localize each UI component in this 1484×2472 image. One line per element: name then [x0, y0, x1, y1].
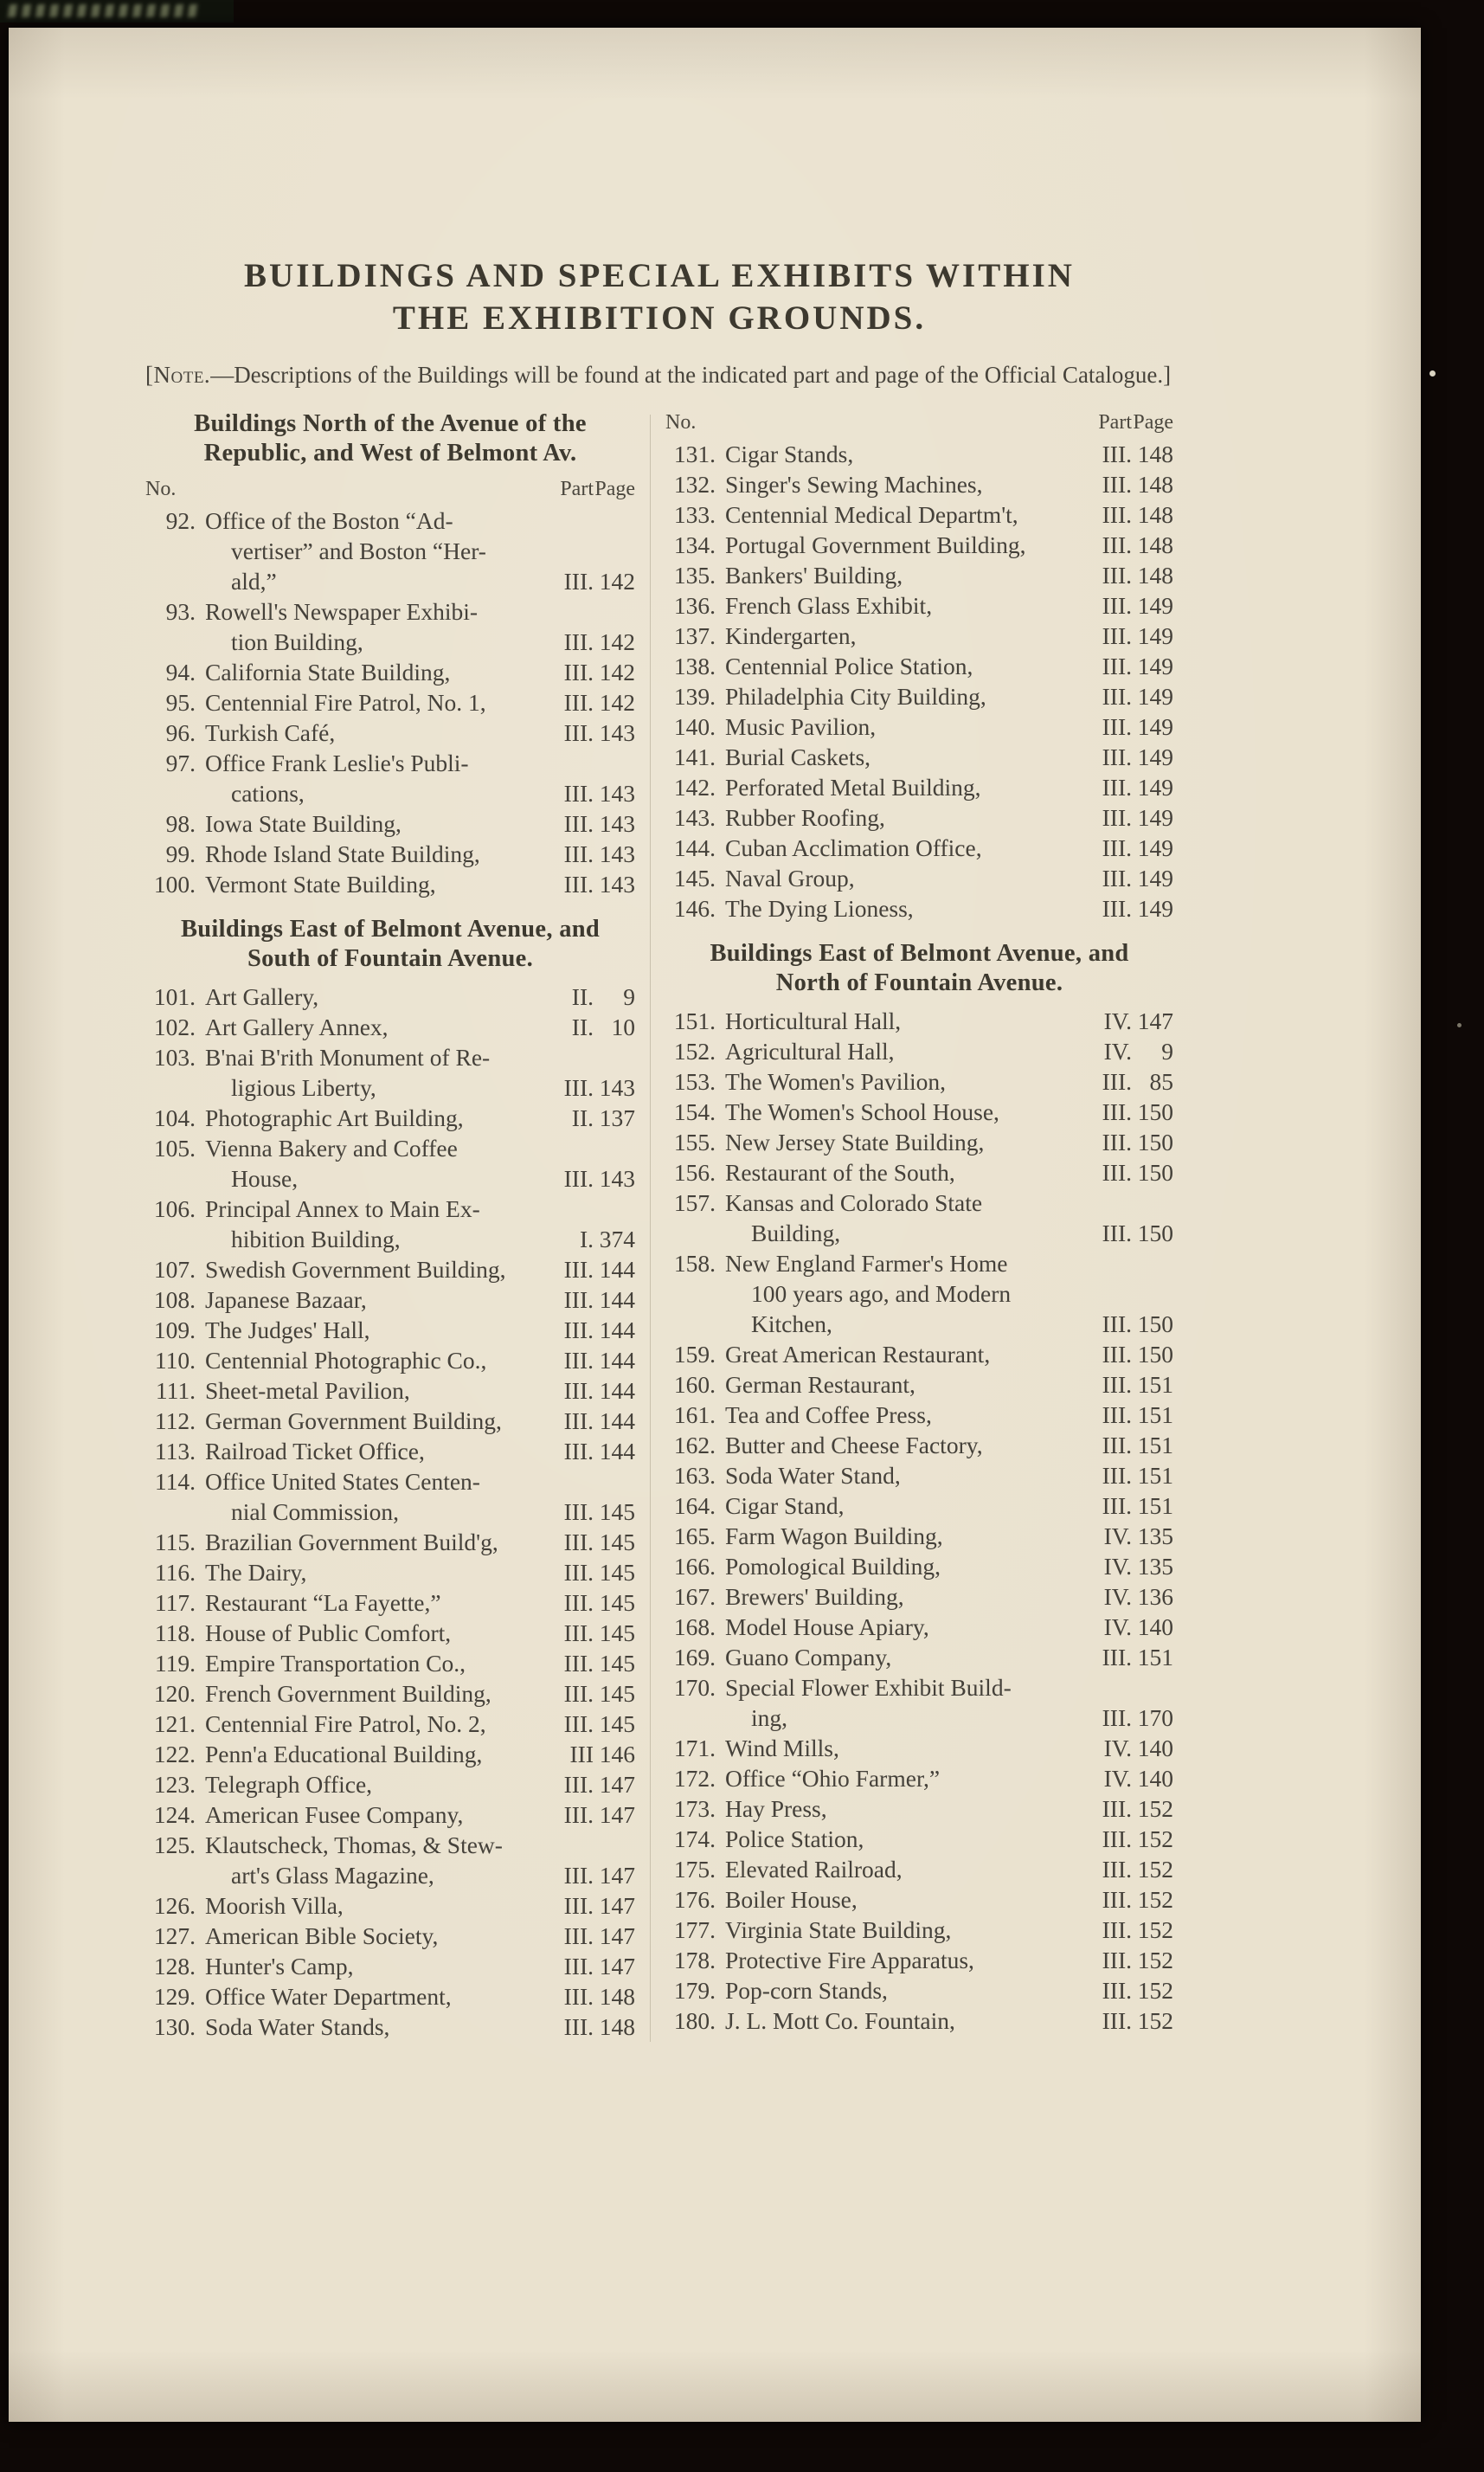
- page-title: [145, 254, 1173, 339]
- table-row: 162. Butter and Cheese Factory, III. 151: [673, 1432, 1173, 1458]
- table-row: 130. Soda Water Stands, III. 148: [153, 2013, 635, 2040]
- table-row: 140. Music Pavilion, III. 149: [673, 713, 1173, 740]
- table-row: 105. Vienna Bakery and Coffee House, III. 143: [153, 1135, 635, 1192]
- page-content: [145, 254, 1173, 2042]
- table-row: 108. Japanese Bazaar, III. 144: [153, 1286, 635, 1313]
- table-row: 127. American Bible Society, III. 147: [153, 1922, 635, 1949]
- table-row: 137. Kindergarten, III. 149: [673, 622, 1173, 649]
- table-row: 165. Farm Wagon Building, IV. 135: [673, 1522, 1173, 1549]
- table-row: 177. Virginia State Building, III. 152: [673, 1916, 1173, 1943]
- table-row: 117. Restaurant “La Fayette,” III. 145: [154, 1589, 635, 1616]
- table-row: 114. Office United States Centen- nial Commission, III. 145: [154, 1468, 635, 1525]
- section-east-belmont-north-fountain: [665, 939, 1173, 2036]
- book-page: [9, 28, 1421, 2422]
- section-heading: Buildings East of Belmont Avenue, and North of Fountain Avenue.: [710, 940, 1129, 996]
- table-row: 146. The Dying Lioness, III. 149: [673, 895, 1173, 922]
- table-row: 97. Office Frank Leslie's Publi- cations, III. 143: [165, 750, 635, 807]
- table-row: 123. Telegraph Office, III. 147: [153, 1771, 635, 1798]
- table-row: 109. The Judges' Hall, III. 144: [153, 1316, 635, 1343]
- table-row: 180. J. L. Mott Co. Fountain, III. 152: [673, 2007, 1173, 2034]
- table-row: 112. German Government Building, III. 144: [154, 1407, 635, 1434]
- table-row: 96. Turkish Café, III. 143: [165, 719, 635, 746]
- table-row: 161. Tea and Coffee Press, III. 151: [673, 1401, 1173, 1428]
- table-row: 118. House of Public Comfort, III. 145: [154, 1619, 635, 1646]
- table-row: 110. Centennial Photographic Co., III. 144: [154, 1347, 635, 1374]
- section-heading: Buildings East of Belmont Avenue, and South of Fountain Avenue.: [180, 916, 601, 972]
- table-row: 113. Railroad Ticket Office, III. 144: [154, 1438, 635, 1465]
- table-row: 142. Perforated Metal Building, III. 149: [673, 774, 1173, 801]
- table-row: 169. Guano Company, III. 151: [673, 1644, 1173, 1671]
- table-row: 124. American Fusee Company, III. 147: [153, 1801, 635, 1828]
- table-row: 122. Penn'a Educational Building, III 146: [153, 1741, 635, 1767]
- page-title-line2: THE EXHIBITION GROUNDS.: [392, 299, 927, 337]
- section-east-belmont-south-fountain: [145, 915, 635, 2042]
- table-row: 170. Special Flower Exhibit Build- ing, III. 170: [673, 1674, 1173, 1731]
- table-row: 131. Cigar Stands, III. 148: [673, 441, 1173, 467]
- table-row: 120. French Government Building, III. 145: [153, 1680, 635, 1707]
- table-row: 143. Rubber Roofing, III. 149: [673, 804, 1173, 831]
- table-row: 173. Hay Press, III. 152: [673, 1795, 1173, 1822]
- table-row: 179. Pop-corn Stands, III. 152: [673, 1977, 1173, 2004]
- table-row: 160. German Restaurant, III. 151: [673, 1371, 1173, 1398]
- scan-artifact-smudge: [8, 4, 198, 17]
- table-row: 156. Restaurant of the South, III. 150: [673, 1159, 1173, 1186]
- table-row: 100. Vermont State Building, III. 143: [153, 871, 635, 898]
- table-row: 171. Wind Mills, IV. 140: [673, 1735, 1173, 1761]
- table-row: 144. Cuban Acclimation Office, III. 149: [673, 834, 1173, 861]
- table-row: 138. Centennial Police Station, III. 149: [673, 653, 1173, 679]
- column-left: [145, 409, 635, 2042]
- table-row: 104. Photographic Art Building, II. 137: [153, 1104, 635, 1131]
- table-row: 101. Art Gallery, II. 9: [153, 983, 635, 1010]
- section-north-of-avenue-republic: [145, 409, 635, 899]
- note-paragraph: [145, 360, 1173, 390]
- table-row: 164. Cigar Stand, III. 151: [673, 1492, 1173, 1519]
- table-row: 158. New England Farmer's Home 100 years ago, and Modern Kitchen, III. 150: [673, 1250, 1173, 1337]
- table-row: 134. Portugal Government Building, III. 148: [673, 531, 1173, 558]
- table-row: 151. Horticultural Hall, IV. 147: [673, 1007, 1173, 1034]
- section-heading: Buildings North of the Avenue of the Republic, and West of Belmont Av.: [194, 410, 587, 467]
- table-row: 163. Soda Water Stand, III. 151: [673, 1462, 1173, 1489]
- table-row: 136. French Glass Exhibit, III. 149: [673, 592, 1173, 619]
- table-row: 106. Principal Annex to Main Ex- hibition Building, I. 374: [153, 1195, 635, 1252]
- table-row: 98. Iowa State Building, III. 143: [165, 810, 635, 837]
- table-row: 129. Office Water Department, III. 148: [153, 1983, 635, 2010]
- table-row: 121. Centennial Fire Patrol, No. 2, III. 145: [153, 1710, 635, 1737]
- table-row: 175. Elevated Railroad, III. 152: [673, 1856, 1173, 1883]
- table-row: 115. Brazilian Government Build'g, III. 145: [154, 1529, 635, 1555]
- table-row: 157. Kansas and Colorado State Building, III. 150: [673, 1189, 1173, 1246]
- table-row: 141. Burial Caskets, III. 149: [673, 744, 1173, 770]
- column-divider: [650, 415, 651, 2042]
- table-row: 167. Brewers' Building, IV. 136: [673, 1583, 1173, 1610]
- table-row: 155. New Jersey State Building, III. 150: [673, 1129, 1173, 1156]
- table-row: 133. Centennial Medical Departm't, III. 148: [673, 501, 1173, 528]
- table-row: 132. Singer's Sewing Machines, III. 148: [673, 471, 1173, 498]
- table-row: 93. Rowell's Newspaper Exhibi- tion Building, III. 142: [165, 598, 635, 655]
- table-row: 154. The Women's School House, III. 150: [673, 1098, 1173, 1125]
- table-row: 99. Rhode Island State Building, III. 143: [165, 840, 635, 867]
- scan-artifact: [0, 0, 234, 23]
- table-row: 94. California State Building, III. 142: [165, 659, 635, 686]
- table-row: 172. Office “Ohio Farmer,” IV. 140: [673, 1765, 1173, 1792]
- table-row: 126. Moorish Villa, III. 147: [153, 1892, 635, 1919]
- table-row: 168. Model House Apiary, IV. 140: [673, 1613, 1173, 1640]
- table-row: 176. Boiler House, III. 152: [673, 1886, 1173, 1913]
- column-right: [665, 409, 1173, 2036]
- table-row: 139. Philadelphia City Building, III. 149: [673, 683, 1173, 710]
- table-row: 102. Art Gallery Annex, II. 10: [153, 1014, 635, 1040]
- table-row: 166. Pomological Building, IV. 135: [673, 1553, 1173, 1580]
- table-row: 92. Office of the Boston “Ad- vertiser” and Boston “Her- ald,” III. 142: [165, 507, 635, 595]
- table-row: 178. Protective Fire Apparatus, III. 152: [673, 1947, 1173, 1973]
- dust-speck: [1457, 1023, 1462, 1027]
- note-text: —Descriptions of the Buildings will be found at the indicated part and page of the Official Catalogue.]: [210, 362, 1172, 388]
- table-row: 135. Bankers' Building, III. 148: [673, 562, 1173, 589]
- table-row: 128. Hunter's Camp, III. 147: [153, 1953, 635, 1980]
- table-row: 159. Great American Restaurant, III. 150: [673, 1341, 1173, 1368]
- table-row: 152. Agricultural Hall, IV. 9: [673, 1038, 1173, 1065]
- two-column-list: [145, 409, 1173, 2042]
- table-row: 125. Klautscheck, Thomas, & Stew- art's Glass Magazine, III. 147: [153, 1831, 635, 1889]
- section-right-continued: [665, 409, 1173, 924]
- table-row: 111. Sheet-metal Pavilion, III. 144: [155, 1377, 635, 1404]
- column-headers: No. Part Page: [145, 478, 635, 500]
- table-row: 119. Empire Transportation Co., III. 145: [154, 1650, 635, 1677]
- note-label: [Note.: [145, 362, 211, 388]
- column-headers: No. Part Page: [665, 411, 1173, 434]
- table-row: 174. Police Station, III. 152: [673, 1825, 1173, 1852]
- table-row: 145. Naval Group, III. 149: [673, 865, 1173, 892]
- page-title-line1: BUILDINGS AND SPECIAL EXHIBITS WITHIN: [244, 257, 1075, 294]
- table-row: 116. The Dairy, III. 145: [154, 1559, 635, 1586]
- table-row: 95. Centennial Fire Patrol, No. 1, III. 142: [165, 689, 635, 716]
- table-row: 107. Swedish Government Building, III. 144: [153, 1256, 635, 1283]
- table-row: 103. B'nai B'rith Monument of Re- ligious Liberty, III. 143: [153, 1044, 635, 1101]
- dust-speck: [1429, 370, 1436, 377]
- table-row: 153. The Women's Pavilion, III. 85: [673, 1068, 1173, 1095]
